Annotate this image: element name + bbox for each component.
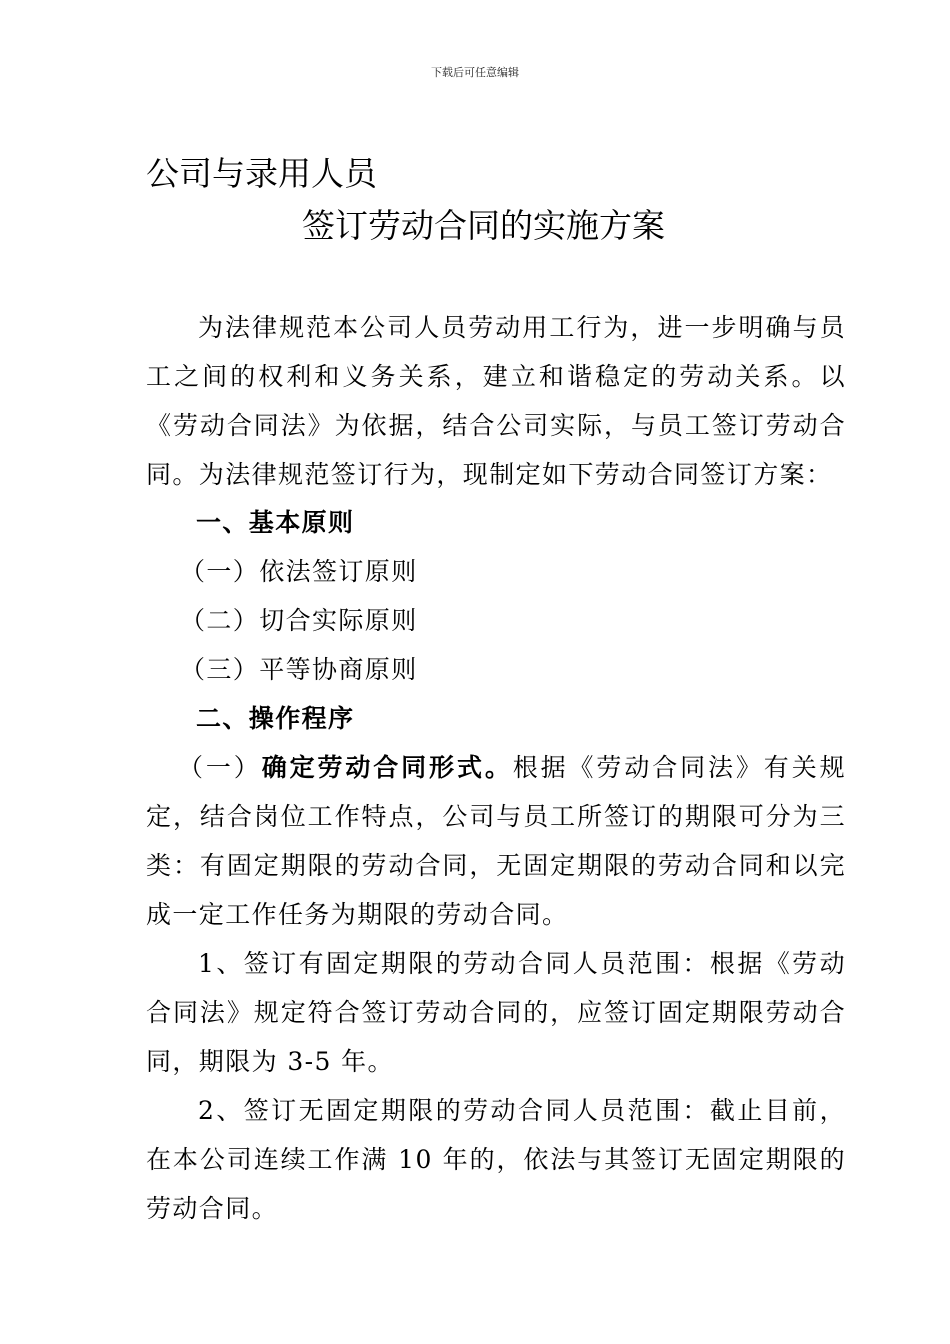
procedure-point-1: 1、签订有固定期限的劳动合同人员范围：根据《劳动合同法》规定符合签订劳动合同的，应签订固定期限劳动合同，期限为 3-5 年。: [146, 949, 846, 1076]
section-1-heading: 一、基本原则: [196, 508, 355, 537]
document-title-line-2: 签订劳动合同的实施方案: [302, 206, 665, 245]
procedure-item-1-title: 确定劳动合同形式。: [261, 753, 513, 782]
procedure-item-1-text: 根据《劳动合同法》有关规定，结合岗位工作特点，公司与员工所签订的期限可分为三类：有固定期限的劳动合同，无固定期限的劳动合同和以完成一定工作任务为期限的劳动合同。: [146, 753, 846, 929]
principle-item-3: （三）平等协商原则: [180, 655, 418, 684]
intro-paragraph: 为法律规范本公司人员劳动用工行为，进一步明确与员工之间的权利和义务关系，建立和谐稳定的劳动关系。以《劳动合同法》为依据，结合公司实际，与员工签订劳动合同。为法律规范签订行为，现制定如下劳动合同签订方案：: [146, 313, 846, 489]
principle-item-2: （二）切合实际原则: [180, 606, 418, 635]
document-title-line-1: 公司与录用人员: [146, 154, 377, 193]
header-note: 下载后可任意编辑: [431, 66, 519, 79]
section-2-heading: 二、操作程序: [196, 704, 355, 733]
procedure-item-1-label: （一）: [178, 753, 262, 782]
procedure-point-2: 2、签订无固定期限的劳动合同人员范围：截止目前，在本公司连续工作满 10 年的，依法与其签订无固定期限的劳动合同。: [146, 1096, 846, 1223]
principle-item-1: （一）依法签订原则: [180, 557, 418, 586]
procedure-item-1: [146, 743, 846, 939]
